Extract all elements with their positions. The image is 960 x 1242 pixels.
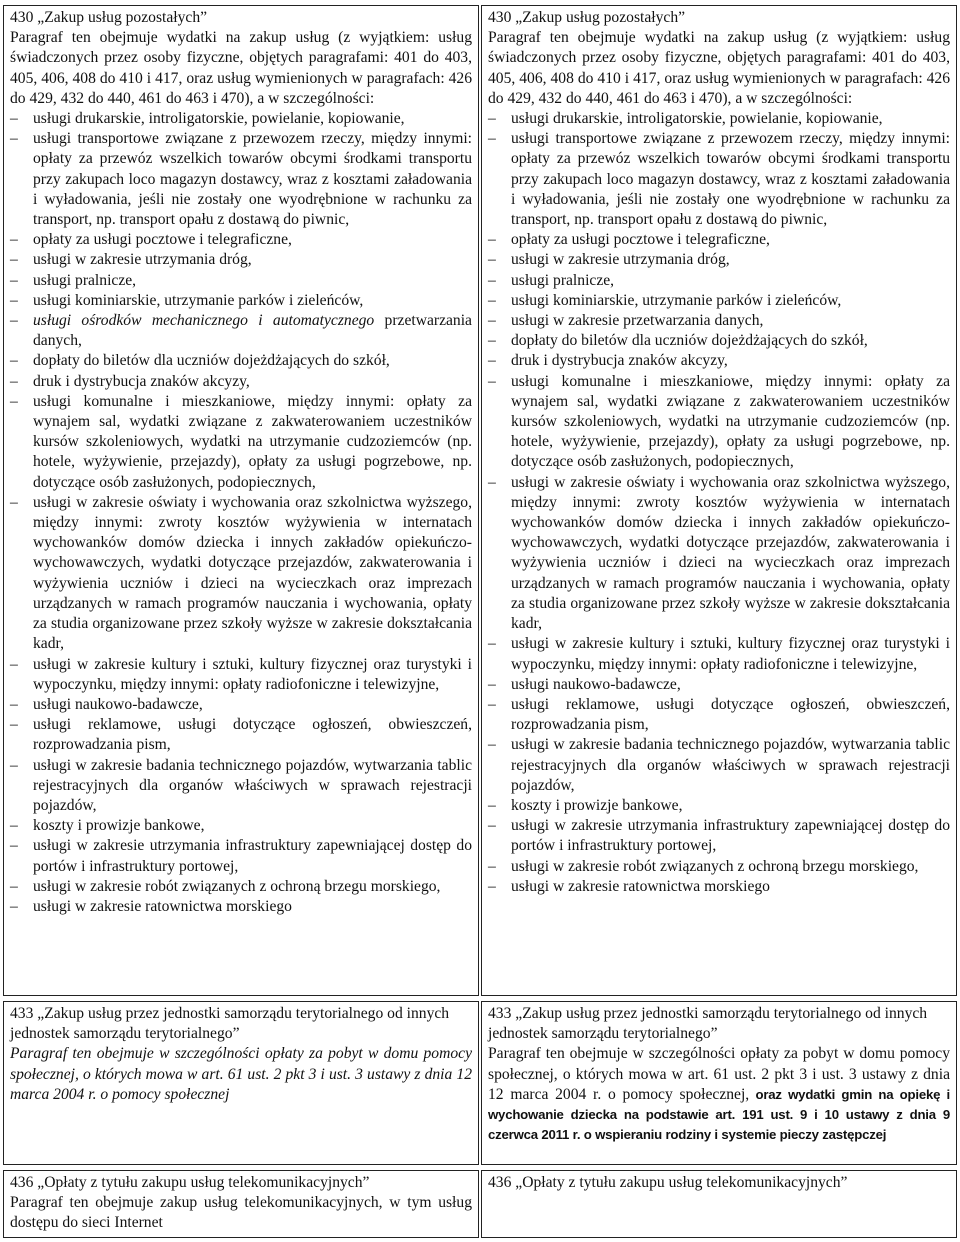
list-item: – usługi w zakresie utrzymania infrastruktury zapewniającej dostęp do portów i infrastruktury portowej,	[488, 816, 950, 856]
list-item: – usługi transportowe związane z przewozem rzeczy, między innymi: opłaty za przewóz wszelkich towarów obcymi środkami transportu przy zakupach loco magazyn dostawcy, wraz z kosztami załadowania i wyładowania, jeśli nie zostały one wyodrębnione w rachunku za transport, np. transport opału z dostawą do piwnic,	[10, 129, 472, 230]
right-section-436	[481, 1170, 957, 1238]
right-433-text-bold: oraz wydatki gmin na opiekę i wychowanie dziecka na podstawie art. 191 ust. 9 i 10 ustawy z dnia 9 czerwca 2011 r. o wspieraniu rodziny i systemie pieczy zastępczej	[488, 1086, 950, 1143]
right-section-433	[481, 1001, 957, 1165]
list-item: – usługi pralnicze,	[488, 271, 950, 291]
right-433-title: 433 „Zakup usług przez jednostki samorządu terytorialnego od innych jednostek samorządu terytorialnego”	[488, 1005, 928, 1043]
left-436-title: 436 „Opłaty z tytułu zakupu usług telekomunikacyjnych”	[10, 1174, 370, 1191]
list-item: – usługi w zakresie ratownictwa morskiego	[488, 877, 950, 897]
italic-item-tail: przetwarzania danych,	[33, 312, 472, 350]
list-item: – dopłaty do biletów dla uczniów dojeżdżających do szkół,	[488, 331, 950, 351]
list-item: – usługi w zakresie utrzymania dróg,	[10, 250, 472, 270]
list-item: – koszty i prowizje bankowe,	[488, 796, 950, 816]
right-section-430	[481, 5, 957, 996]
list-item: – usługi w zakresie kultury i sztuki, kultury fizycznej oraz turystyki i wypoczynku, między innymi: opłaty radiofoniczne i telewizyjne,	[488, 634, 950, 674]
right-433-text	[488, 1044, 950, 1145]
left-section-436	[3, 1170, 479, 1238]
list-item: – usługi w zakresie kultury i sztuki, kultury fizycznej oraz turystyki i wypoczynku, między innymi: opłaty radiofoniczne i telewizyjne,	[10, 655, 472, 695]
list-item: – usługi w zakresie badania technicznego pojazdów, wytwarzania tablic rejestracyjnych dla organów właściwych w sprawach rejestracji pojazdów,	[10, 756, 472, 817]
list-item: – usługi drukarskie, introligatorskie, powielanie, kopiowanie,	[488, 109, 950, 129]
list-item: – dopłaty do biletów dla uczniów dojeżdżających do szkół,	[10, 351, 472, 371]
left-433-title: 433 „Zakup usług przez jednostki samorządu terytorialnego od innych jednostek samorządu terytorialnego”	[10, 1005, 450, 1043]
left-430-intro: Paragraf ten obejmuje wydatki na zakup usług (z wyjątkiem: usług świadczonych przez osoby fizyczne, objętych paragrafami: 401 do 403, 405, 406, 408 do 410 i 417, oraz usług wymienionych w paragrafach: 426 do 429, 432 do 440, 461 do 463 i 470), a w szczególności:	[10, 29, 472, 107]
list-item: – usługi transportowe związane z przewozem rzeczy, między innymi: opłaty za przewóz wszelkich towarów obcymi środkami transportu przy zakupach loco magazyn dostawcy, wraz z kosztami załadowania i wyładowania, jeśli nie zostały one wyodrębnione w rachunku za transport, np. transport opału z dostawą do piwnic,	[488, 129, 950, 230]
left-430-list	[10, 109, 472, 917]
left-430-title: 430 „Zakup usług pozostałych”	[10, 9, 208, 26]
list-item: – opłaty za usługi pocztowe i telegraficzne,	[488, 230, 950, 250]
list-item: – druk i dystrybucja znaków akcyzy,	[488, 351, 950, 371]
list-item: – usługi naukowo-badawcze,	[488, 675, 950, 695]
list-item: – usługi w zakresie utrzymania dróg,	[488, 250, 950, 270]
list-item: – usługi komunalne i mieszkaniowe, między innymi: opłaty za wynajem sal, wydatki związane z zakwaterowaniem uczestników kursów szkoleniowych, wydatki na utrzymanie cudzoziemców (np. hotele, wyżywienie, przejazdy), opłaty za usługi pogrzebowe, np. dotyczące osób zasłużonych, podopiecznych,	[488, 372, 950, 473]
italic-item-text: usługi ośrodków mechanicznego i automatycznego	[33, 312, 375, 330]
list-item: – usługi naukowo-badawcze,	[10, 695, 472, 715]
list-item: – usługi w zakresie oświaty i wychowania oraz szkolnictwa wyższego, między innymi: zwroty kosztów wyżywienia w internatach wychowanków domów dziecka i innych zakładów opiekuńczo-wychowawczych, wydatki dotyczące przejazdów, zakwaterowania i wyżywienia uczniów i dzieci na wycieczkach oraz imprezach urządzanych w ramach programów nauczania i wychowania, opłaty za studia organizowane przez szkoły wyższe w zakresie dokształcania kadr,	[488, 473, 950, 635]
list-item: – usługi w zakresie robót związanych z ochroną brzegu morskiego,	[488, 857, 950, 877]
list-item: – usługi w zakresie robót związanych z ochroną brzegu morskiego,	[10, 877, 472, 897]
left-section-430	[3, 5, 479, 996]
list-item: – druk i dystrybucja znaków akcyzy,	[10, 372, 472, 392]
list-item: – usługi komunalne i mieszkaniowe, między innymi: opłaty za wynajem sal, wydatki związane z zakwaterowaniem uczestników kursów szkoleniowych, wydatki na utrzymanie cudzoziemców (np. hotele, wyżywienie, przejazdy), opłaty za usługi pogrzebowe, np. dotyczące osób zasłużonych, podopiecznych,	[10, 392, 472, 493]
list-item: – usługi drukarskie, introligatorskie, powielanie, kopiowanie,	[10, 109, 472, 129]
left-436-text: Paragraf ten obejmuje zakup usług telekomunikacyjnych, w tym usług dostępu do sieci Internet	[10, 1194, 472, 1232]
right-433-text-plain: Paragraf ten obejmuje w szczególności opłaty za pobyt w domu pomocy społecznej, o których mowa w art. 61 ust. 2 pkt 3 i ust. 3 ustawy z dnia 12 marca 2004 r. o pomocy społecznej,	[488, 1045, 950, 1103]
list-item: – opłaty za usługi pocztowe i telegraficzne,	[10, 230, 472, 250]
right-430-title: 430 „Zakup usług pozostałych”	[488, 9, 686, 26]
right-430-list	[488, 109, 950, 897]
list-item: – usługi w zakresie ratownictwa morskiego	[10, 897, 472, 917]
list-item: – usługi w zakresie badania technicznego pojazdów, wytwarzania tablic rejestracyjnych dla organów właściwych w sprawach rejestracji pojazdów,	[488, 735, 950, 796]
list-item: – usługi w zakresie przetwarzania danych,	[488, 311, 950, 331]
list-item	[10, 311, 472, 351]
list-item: – usługi reklamowe, usługi dotyczące ogłoszeń, obwieszczeń, rozprowadzania pism,	[488, 695, 950, 735]
list-item: – usługi w zakresie oświaty i wychowania oraz szkolnictwa wyższego, między innymi: zwroty kosztów wyżywienia w internatach wychowanków domów dziecka i innych zakładów opiekuńczo-wychowawczych, wydatki dotyczące przejazdów, zakwaterowania i wyżywienia uczniów i dzieci na wycieczkach oraz imprezach urządzanych w ramach programów nauczania i wychowania, opłaty za studia organizowane przez szkoły wyższe w zakresie dokształcania kadr,	[10, 493, 472, 655]
list-item: – usługi w zakresie utrzymania infrastruktury zapewniającej dostęp do portów i infrastruktury portowej,	[10, 836, 472, 876]
right-430-intro: Paragraf ten obejmuje wydatki na zakup usług (z wyjątkiem: usług świadczonych przez osoby fizyczne, objętych paragrafami: 401 do 403, 405, 406, 408 do 410 i 417, oraz usług wymienionych w paragrafach: 426 do 429, 432 do 440, 461 do 463 i 470), a w szczególności:	[488, 29, 950, 107]
list-item: – usługi kominiarskie, utrzymanie parków i zieleńców,	[488, 291, 950, 311]
list-item: – usługi reklamowe, usługi dotyczące ogłoszeń, obwieszczeń, rozprowadzania pism,	[10, 715, 472, 755]
list-item: – usługi pralnicze,	[10, 271, 472, 291]
left-section-433	[3, 1001, 479, 1165]
right-436-title: 436 „Opłaty z tytułu zakupu usług telekomunikacyjnych”	[488, 1174, 848, 1191]
list-item: – koszty i prowizje bankowe,	[10, 816, 472, 836]
left-433-text: Paragraf ten obejmuje w szczególności opłaty za pobyt w domu pomocy społecznej, o których mowa w art. 61 ust. 2 pkt 3 i ust. 3 ustawy z dnia 12 marca 2004 r. o pomocy społecznej	[10, 1045, 472, 1103]
list-item: – usługi kominiarskie, utrzymanie parków i zieleńców,	[10, 291, 472, 311]
